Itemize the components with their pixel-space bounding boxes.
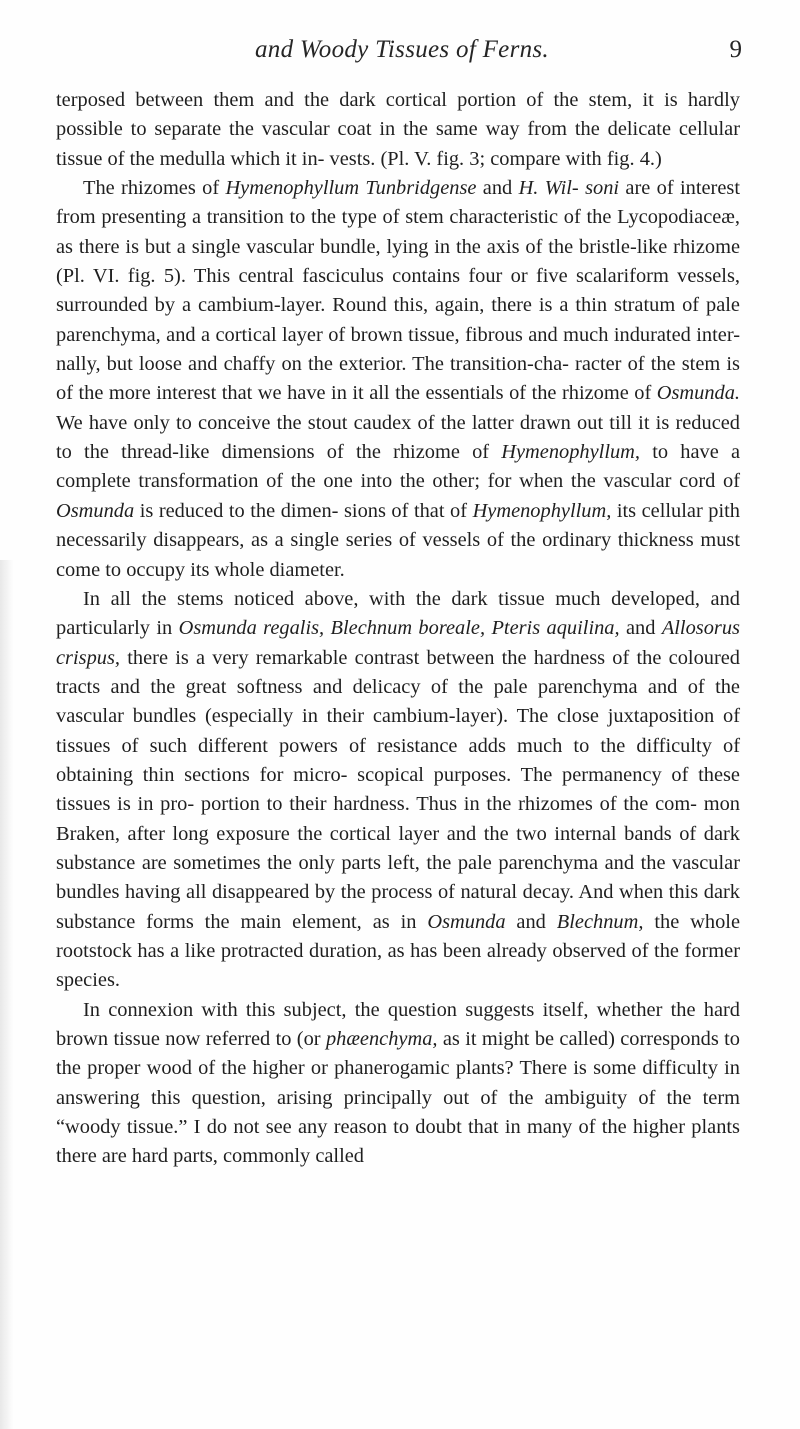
paragraph-woody-tissue [56,996,740,1172]
term-phaeenchyma: phæenchyma, [325,1028,438,1050]
paragraph-text: and [476,177,519,200]
paragraph-text: The rhizomes of [83,177,226,200]
paragraph-text: In all the stems noticed above, with the dark tissue much developed, and particularly in [56,587,740,640]
species-name: Allosorus crispus, [56,617,740,669]
paragraph-text: the whole rootstock has a like protracted duration, as has been already observed of the former species. [56,910,740,992]
species-name: Osmunda. [656,382,740,405]
paragraph-text: We have only to conceive the stout caudex of the latter drawn out till it is reduced to the thread-like dimensions of the rhizome of [56,411,740,464]
paragraph-text: In connexion with this subject, the question suggests itself, whether the hard brown tissue now referred to (or [56,998,740,1050]
paragraph-dark-tissue [56,585,740,996]
paragraph-text: as it might be called) corresponds to the proper wood of the higher or phanerogamic plants? There is some difficulty in answering this question, arising principally out of the ambiguity of the term “woody tissue.” I do not see any reason to doubt that in many of the higher plants there are hard parts, commonly called [56,1028,740,1168]
species-name: H. Wil- soni [518,177,620,200]
paragraph-continuation [56,86,740,174]
paragraph-text: is reduced to the dimen- sions of that of [134,499,473,522]
page-header [62,36,742,72]
paragraph-text: and [505,910,557,933]
page-number: 9 [729,36,742,63]
paragraph-text: terposed between them and the dark cortical portion of the stem, it is hardly possible to separate the vascular coat in the same way from the delicate cellular tissue of the medulla which it in- vests. (Pl. V. fig. 3; compare with fig. 4.) [56,89,740,170]
paragraph-hymenophyllum-rhizomes [56,174,740,585]
species-name: Blechnum, [556,910,644,933]
species-name: Osmunda [427,910,506,933]
paragraph-text: and [619,617,662,640]
paragraph-text: are of interest from presenting a transition to the type of stem characteristic of the Lycopodiaceæ, as there is but a single vascular bundle, lying in the axis of the bristle-like rhizome (Pl. VI. fig. 5). This central fasciculus contains four or five scalariform vessels, surrounded by a cambium-layer. Round this, again, there is a thin stratum of pale parenchyma, and a cortical layer of brown tissue, fibrous and much indurated inter- nally, but loose and chaffy on the exterior. The transition-cha- racter of the stem is of the more interest that we have in it all the essentials of the rhizome of [56,177,740,405]
paragraph-text: to have a complete transformation of the one into the other; for when the vascular cord of [56,441,740,493]
paragraph-text: there is a very remarkable contrast between the hardness of the coloured tracts and the great softness and delicacy of the pale parenchyma and of the vascular bundles (especially in their cambium-layer). The close juxtaposition of tissues of such different powers of resistance adds much to the difficulty of obtaining thin sections for micro- scopical purposes. The permanency of these tissues is in pro- portion to their hardness. Thus in the rhizomes of the com- mon Braken, after long exposure the cortical layer and the two internal bands of dark substance are sometimes the only parts left, the pale parenchyma and the vascular bundles having all disappeared by the process of natural decay. And when this dark substance forms the main element, as in [56,646,740,933]
running-title: and Woody Tissues of Ferns. [254,36,549,63]
body-text [56,86,740,1172]
paragraph-text: its cellular pith necessarily disappears, as a single series of vessels of the ordinary thickness must come to occupy its whole diameter. [56,499,740,581]
species-name: Hymenophyllum Tunbridgense [225,177,477,200]
page-gutter-shadow [0,560,14,1429]
species-name: Hymenophyllum, [501,441,640,464]
species-name: Osmunda [56,499,135,522]
species-name: Hymenophyllum, [472,499,612,522]
species-name: Osmunda regalis, Blechnum boreale, Pteris aquilina, [178,617,620,640]
